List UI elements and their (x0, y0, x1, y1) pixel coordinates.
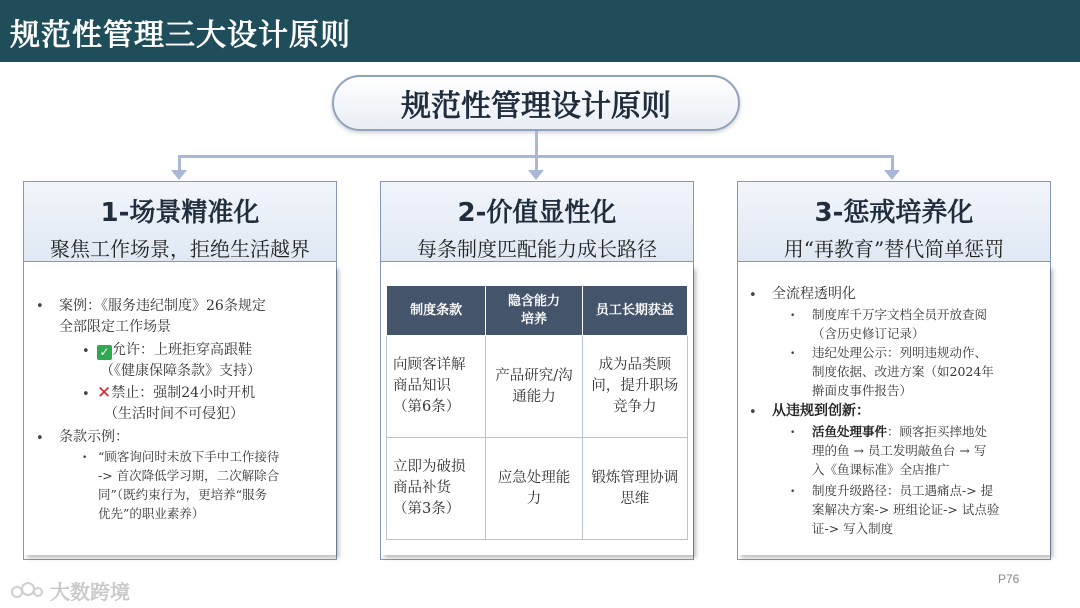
case-line-1: 案例：《服务违纪制度》26条规定 (59, 298, 266, 314)
list-item-line: 违纪处理公示：列明违规动作、 (812, 345, 988, 360)
card-subtitle: 每条制度匹配能力成长路径 (417, 237, 657, 261)
list-item-line: 制度升级路径：员工遇痛点-> 提 (812, 483, 994, 498)
bullet-icon: • (82, 387, 90, 402)
table-header-cell: 员工长期获益 (582, 286, 687, 336)
card-title: 2-价值显性化 (457, 198, 617, 228)
table-header-row (387, 286, 688, 336)
card-header (381, 182, 693, 262)
list-item-line (812, 422, 987, 441)
example-title: 条款示例： (59, 429, 129, 445)
fish-event-label: 活鱼处理事件 (812, 424, 888, 439)
list-item-line: 制度库千万字文档全员开放查阅 (812, 307, 988, 322)
table-row (387, 438, 688, 540)
header-line: 培养 (520, 311, 547, 327)
card-title: 3-惩戒培养化 (814, 198, 974, 228)
example-line-1: “顾客询问时未放下手中工作接待 (98, 449, 280, 464)
bullet-icon: • (82, 344, 90, 359)
allow-label: 允许：上班拒穿高跟鞋 (112, 342, 252, 358)
bullet-icon: • (36, 299, 44, 314)
bullet-icon: • (82, 453, 88, 463)
card-subtitle: 聚焦工作场景，拒绝生活越界 (50, 237, 310, 261)
logo-icon (10, 580, 44, 602)
table-cell: 成为品类顾问，提升职场竞争力 (582, 336, 687, 438)
card-header (24, 182, 336, 262)
skills-table (386, 285, 688, 540)
card-title: 1-场景精准化 (100, 198, 260, 228)
arrow-down-icon (528, 170, 544, 180)
page-number: P76 (998, 572, 1020, 586)
list-item-line: 案解决方案-> 班组论证-> 试点验 (812, 502, 1000, 517)
list-item-line: 入《鱼课标准》全店推广 (812, 462, 950, 477)
bullet-icon: • (790, 428, 796, 438)
table-row (387, 336, 688, 438)
bullet-icon: • (790, 349, 796, 359)
table-cell: 锻炼管理协调思维 (582, 438, 687, 540)
table-cell: 向顾客详解商品知识（第6条） (387, 336, 486, 438)
allow-line (97, 340, 252, 361)
fish-event-text: ：顾客拒买摔地处 (887, 424, 988, 439)
section-title: 从违规到创新： (772, 403, 870, 419)
table-cell: 立即为破损商品补货（第3条） (387, 438, 486, 540)
forbid-detail: （生活时间不可侵犯） (104, 406, 244, 422)
brand-logo (10, 576, 130, 605)
list-item-line: 擀面皮事件报告） (812, 383, 913, 398)
arrow-down-icon (171, 170, 187, 180)
card-subtitle: 用“再教育”替代简单惩罚 (783, 237, 1005, 261)
bullet-icon: • (36, 431, 44, 446)
logo-text: 大数跨境 (50, 580, 130, 604)
table-cell: 应急处理能力 (486, 438, 582, 540)
bullet-icon: • (749, 405, 757, 420)
page-title: 规范性管理三大设计原则 (10, 18, 351, 53)
list-item-line: 制度依据、改进方案（如2024年 (812, 364, 994, 379)
list-item-line: 证-> 写入制度 (812, 521, 894, 536)
header-line: 隐含能力 (507, 293, 560, 309)
connector-right (891, 155, 894, 171)
title-bar (0, 0, 1080, 62)
table-cell: 产品研究/沟通能力 (486, 336, 582, 438)
forbid-line (97, 383, 255, 404)
central-principle-label: 规范性管理设计原则 (332, 75, 740, 131)
case-line-2: 全部限定工作场景 (59, 319, 171, 335)
connector-left (178, 155, 181, 171)
connector-vertical-main (535, 131, 538, 157)
card-header (738, 182, 1050, 262)
arrow-down-icon (884, 170, 900, 180)
cross-icon: ✕ (97, 383, 112, 403)
list-item-line: （含历史修订记录） (812, 326, 925, 341)
bullet-icon: • (790, 487, 796, 497)
table-header-cell (486, 286, 582, 336)
check-icon: ✓ (97, 345, 112, 360)
bullet-icon: • (749, 288, 757, 303)
table-header-cell: 制度条款 (387, 286, 486, 336)
allow-detail: （《健康保障条款》支持） (100, 363, 261, 379)
list-item-line: 理的鱼 → 员工发明敲鱼台 → 写 (812, 443, 987, 458)
example-line-4: 优先”的职业素养） (98, 506, 205, 521)
example-line-3: 同”（既约束行为，更培养“服务 (98, 487, 268, 502)
section-title: 全流程透明化 (772, 286, 856, 302)
example-line-2: -> 首次降低学习期，二次解除合 (98, 468, 280, 483)
forbid-label: 禁止：强制24小时开机 (111, 385, 256, 401)
bullet-icon: • (790, 311, 796, 321)
connector-middle (535, 155, 538, 171)
